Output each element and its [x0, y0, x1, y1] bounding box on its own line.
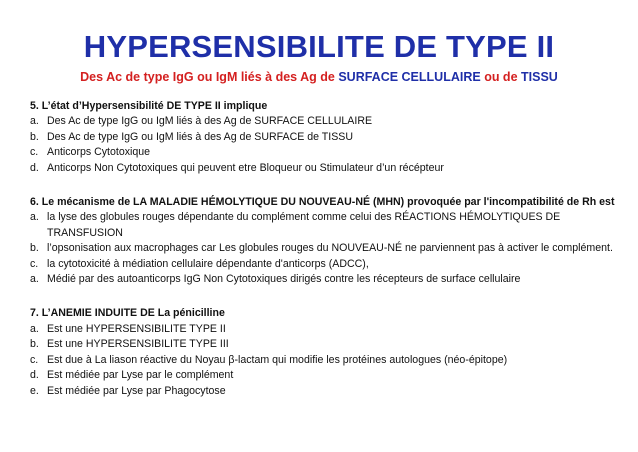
option-marker: d.	[30, 161, 39, 174]
option-text: Des Ac de type IgG ou IgM liés à des Ag de SURFACE de TISSU	[47, 130, 353, 143]
option-marker: b.	[30, 130, 39, 143]
option-marker: c.	[30, 146, 39, 159]
question-heading: 5. L’état d’Hypersensibilité DE TYPE II implique	[30, 100, 268, 112]
option-text: Est une HYPERSENSIBILITE TYPE II	[47, 322, 226, 335]
option-text: Est due à La liason réactive du Noyau β-lactam qui modifie les protéines autologues (néo-épitope)	[47, 353, 508, 366]
answer-option	[30, 145, 615, 160]
slide-subtitle	[0, 69, 638, 85]
option-text: Des Ac de type IgG ou IgM liés à des Ag de SURFACE CELLULAIRE	[47, 115, 373, 128]
option-text: Est médiée par Lyse par le complément	[47, 369, 234, 382]
question-7	[30, 306, 615, 398]
option-marker: b.	[30, 338, 39, 351]
answer-option	[30, 368, 615, 383]
question-6	[30, 195, 615, 287]
option-marker: c.	[30, 353, 39, 366]
option-marker: a.	[30, 115, 39, 128]
option-marker: a.	[30, 322, 39, 335]
option-marker: d.	[30, 369, 39, 382]
subtitle-part-1: Des Ac de type IgG ou IgM liés à des Ag de	[80, 70, 335, 84]
slide-title: HYPERSENSIBILITE DE TYPE II	[83, 29, 555, 64]
subtitle-part-3: ou de	[484, 70, 518, 84]
question-heading: 6. Le mécanisme de LA MALADIE HÉMOLYTIQUE DU NOUVEAU-NÉ (MHN) provoquée par l'incompatibilité de Rh est	[30, 196, 615, 209]
answer-option	[30, 130, 615, 145]
option-text: Est médiée par Lyse par Phagocytose	[47, 384, 226, 397]
option-marker: a.	[30, 273, 39, 286]
answer-option	[30, 210, 615, 241]
option-text: Anticorps Non Cytotoxiques qui peuvent etre Bloqueur ou Stimulateur d’un récépteur	[47, 161, 444, 174]
answer-option	[30, 272, 615, 287]
answer-option	[30, 337, 615, 352]
subtitle-part-2: SURFACE CELLULAIRE	[338, 70, 481, 84]
answer-option	[30, 257, 615, 272]
option-text: l’opsonisation aux macrophages car Les globules rouges du NOUVEAU-NÉ ne parviennent pas à activer le complément.	[47, 242, 613, 255]
option-marker: b.	[30, 242, 39, 255]
answer-option	[30, 241, 615, 256]
subtitle-part-4: TISSU	[521, 70, 558, 84]
option-marker: c.	[30, 257, 39, 270]
option-text: Médié par des autoanticorps IgG Non Cytotoxiques dirigés contre les récepteurs de surface cellulaire	[47, 273, 521, 286]
option-marker: e.	[30, 384, 39, 397]
question-heading: 7. L’ANEMIE INDUITE DE La pénicilline	[30, 307, 225, 320]
option-text: la lyse des globules rouges dépendante du complément comme celui des RÉACTIONS HÉMOLYTIQUES DE TRANSFUSION	[47, 211, 561, 239]
option-marker: a.	[30, 211, 39, 224]
answer-option	[30, 161, 615, 176]
option-text: la cytotoxicité à médiation cellulaire dépendante d'anticorps (ADCC),	[47, 257, 369, 270]
option-text: Anticorps Cytotoxique	[47, 146, 151, 159]
question-5	[30, 99, 615, 176]
answer-option	[30, 114, 615, 129]
answer-option	[30, 384, 615, 399]
option-text: Est une HYPERSENSIBILITE TYPE III	[47, 338, 229, 351]
answer-option	[30, 353, 615, 368]
answer-option	[30, 322, 615, 337]
questions-body	[30, 99, 615, 399]
